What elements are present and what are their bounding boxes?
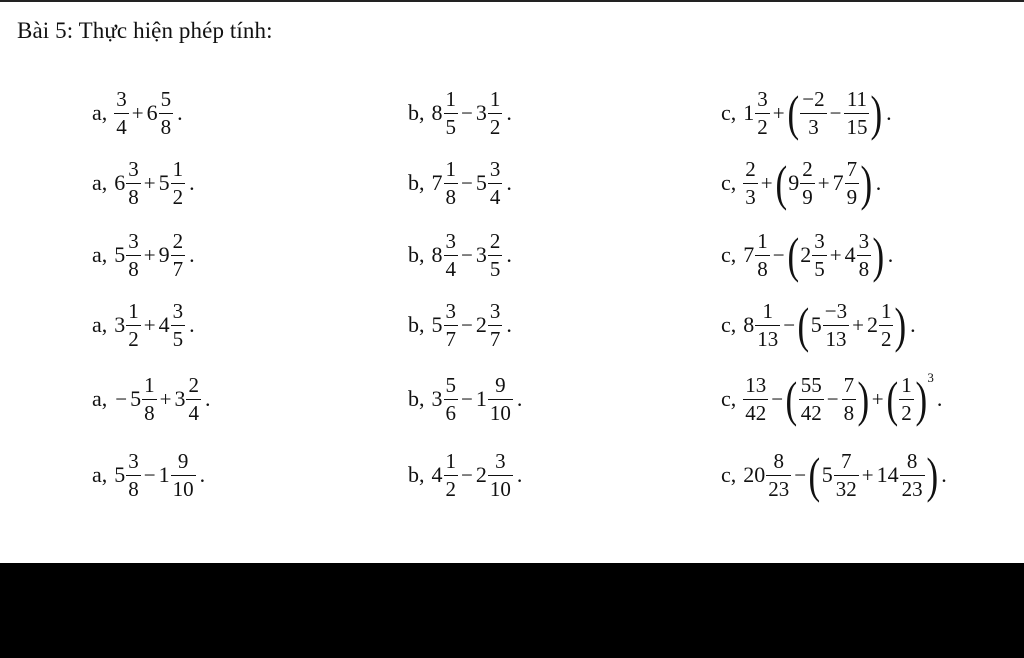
exercise-label: a, — [92, 312, 108, 337]
right-paren: ) — [915, 371, 927, 427]
numerator: 2 — [172, 228, 184, 253]
exercise-a — [92, 440, 205, 510]
fraction — [171, 156, 186, 209]
operator: − — [783, 312, 796, 337]
numerator: 3 — [814, 228, 825, 253]
period: . — [875, 170, 882, 195]
exercise-b — [408, 78, 512, 148]
denominator: 5 — [489, 256, 501, 281]
right-paren: ) — [872, 227, 885, 283]
denominator: 2 — [128, 326, 139, 351]
exercise-row — [0, 148, 1024, 218]
numerator: 3 — [445, 298, 456, 323]
left-paren: ( — [787, 85, 799, 141]
exercise-label: a, — [92, 462, 108, 487]
fraction — [899, 372, 914, 425]
operator: − — [115, 386, 128, 411]
whole-number: 9 — [788, 170, 800, 195]
denominator: 5 — [445, 114, 456, 139]
numerator: 1 — [172, 156, 184, 181]
top-border — [0, 0, 1024, 2]
denominator: 10 — [172, 476, 194, 501]
numerator: 3 — [858, 228, 870, 253]
numerator: 8 — [906, 448, 918, 473]
denominator: 15 — [846, 114, 868, 139]
exercise-c — [721, 220, 893, 290]
numerator: 2 — [188, 372, 199, 397]
whole-number: 6 — [146, 100, 158, 125]
denominator: 8 — [144, 400, 155, 425]
denominator: 3 — [800, 113, 826, 138]
exercise-c — [721, 440, 947, 510]
fraction — [444, 156, 459, 209]
exercise-label: c, — [721, 462, 737, 487]
denominator: 42 — [745, 400, 767, 425]
exercise-b — [408, 220, 512, 290]
numerator: 3 — [445, 228, 456, 253]
exercise-label: c, — [721, 242, 737, 267]
whole-number: 8 — [431, 242, 443, 267]
left-paren: ( — [808, 447, 821, 503]
denominator: 8 — [128, 256, 139, 281]
numerator: 2 — [802, 156, 813, 181]
whole-number: 7 — [743, 242, 755, 267]
denominator: 23 — [768, 476, 790, 501]
fraction — [842, 372, 857, 425]
whole-number: 1 — [743, 100, 755, 125]
exercise-label: b, — [408, 386, 425, 411]
operator: − — [772, 242, 785, 267]
fraction — [900, 448, 925, 501]
fraction — [488, 228, 503, 281]
fraction — [488, 86, 503, 139]
numerator: 9 — [495, 372, 506, 397]
exercise-a — [92, 364, 210, 434]
numerator: 7 — [841, 448, 852, 473]
denominator: 4 — [489, 184, 501, 209]
numerator: 55 — [800, 372, 822, 397]
right-paren: ) — [894, 297, 907, 353]
numerator: 1 — [445, 86, 456, 111]
denominator: 9 — [846, 184, 858, 209]
numerator: 3 — [128, 448, 139, 473]
numerator: 3 — [757, 86, 768, 111]
exercise-label: b, — [408, 170, 425, 195]
denominator: 9 — [802, 184, 813, 209]
denominator: 4 — [445, 256, 456, 281]
left-paren: ( — [886, 371, 898, 427]
numerator: 3 — [489, 298, 501, 323]
whole-number: 5 — [158, 170, 170, 195]
whole-number: 4 — [431, 462, 443, 487]
whole-number: 5 — [821, 462, 833, 487]
fraction — [444, 448, 459, 501]
fraction — [444, 298, 459, 351]
fraction — [799, 372, 824, 425]
fraction — [812, 228, 827, 281]
numerator: 1 — [128, 298, 139, 323]
period: . — [941, 462, 947, 487]
operator: + — [131, 100, 144, 125]
denominator: 2 — [489, 114, 501, 139]
fraction — [766, 448, 791, 501]
numerator: 1 — [445, 156, 456, 181]
exercise-label: b, — [408, 312, 425, 337]
right-paren: ) — [860, 155, 873, 211]
fraction — [159, 86, 174, 139]
numerator: 1 — [762, 298, 774, 323]
fraction — [488, 298, 503, 351]
fraction — [823, 298, 849, 351]
whole-number: 7 — [431, 170, 443, 195]
period: . — [506, 242, 512, 267]
exercise-row — [0, 364, 1024, 434]
whole-number: 3 — [475, 100, 487, 125]
period: . — [516, 462, 523, 487]
right-paren: ) — [870, 85, 883, 141]
denominator: 2 — [901, 400, 912, 425]
denominator: 32 — [835, 476, 857, 501]
numerator: 11 — [846, 86, 868, 111]
whole-number: 3 — [174, 386, 186, 411]
numerator: 3 — [489, 156, 501, 181]
numerator: 1 — [901, 372, 912, 397]
numerator: 13 — [745, 372, 767, 397]
exercise-a — [92, 78, 183, 148]
exercise-label: c, — [721, 100, 737, 125]
whole-number: 5 — [114, 462, 126, 487]
whole-number: 1 — [158, 462, 170, 487]
period: . — [189, 312, 195, 337]
numerator: 8 — [773, 448, 785, 473]
fraction — [879, 298, 894, 351]
exercise-label: b, — [408, 100, 425, 125]
fraction — [171, 448, 196, 501]
operator: − — [771, 386, 784, 411]
period: . — [199, 462, 206, 487]
numerator: 2 — [745, 156, 756, 181]
denominator: 8 — [128, 184, 139, 209]
denominator: 8 — [843, 400, 855, 425]
denominator: 42 — [800, 400, 822, 425]
whole-number: 5 — [114, 242, 126, 267]
denominator: 2 — [757, 114, 768, 139]
denominator: 13 — [823, 325, 849, 350]
exercise-label: c, — [721, 386, 737, 411]
fraction — [755, 228, 770, 281]
denominator: 6 — [445, 400, 456, 425]
whole-number: 5 — [475, 170, 487, 195]
denominator: 8 — [128, 476, 139, 501]
whole-number: 14 — [876, 462, 899, 487]
exponent: 3 — [927, 370, 934, 385]
whole-number: 4 — [844, 242, 856, 267]
whole-number: 2 — [475, 462, 487, 487]
fraction — [171, 298, 186, 351]
right-paren: ) — [926, 447, 938, 503]
denominator: 4 — [116, 114, 127, 139]
numerator: 2 — [489, 228, 501, 253]
operator: − — [794, 462, 807, 487]
denominator: 4 — [188, 400, 199, 425]
exercise-a — [92, 290, 195, 360]
fraction — [844, 86, 869, 139]
exercise-row — [0, 290, 1024, 360]
exercise-label: a, — [92, 170, 108, 195]
operator: − — [143, 462, 156, 487]
denominator: 10 — [489, 400, 511, 425]
period: . — [506, 312, 512, 337]
operator: + — [852, 312, 864, 337]
left-paren: ( — [787, 227, 799, 283]
operator: + — [143, 242, 156, 267]
denominator: 5 — [814, 256, 825, 281]
exercise-title: Bài 5: Thực hiện phép tính: — [17, 18, 273, 43]
fraction — [444, 228, 459, 281]
fraction — [488, 448, 513, 501]
denominator: 2 — [445, 476, 456, 501]
numerator: 3 — [495, 448, 506, 473]
operator: − — [461, 100, 473, 125]
whole-number: 2 — [475, 312, 487, 337]
exercise-row — [0, 78, 1024, 148]
operator: − — [461, 312, 473, 337]
numerator: −3 — [824, 298, 848, 323]
exercise-label: c, — [721, 170, 737, 195]
numerator: 9 — [177, 448, 189, 473]
exercise-c — [721, 290, 916, 360]
denominator: 7 — [172, 256, 184, 281]
whole-number: 4 — [158, 312, 170, 337]
operator: + — [829, 242, 842, 267]
exercise-a — [92, 148, 195, 218]
fraction — [171, 228, 186, 281]
left-paren: ( — [797, 297, 810, 353]
whole-number: 2 — [866, 312, 878, 337]
whole-number: 8 — [743, 312, 755, 337]
numerator: 1 — [445, 448, 456, 473]
fraction — [126, 298, 141, 351]
period: . — [189, 242, 195, 267]
period: . — [516, 386, 523, 411]
operator: + — [760, 170, 773, 195]
fraction — [800, 156, 815, 209]
numerator: 1 — [757, 228, 768, 253]
fraction — [444, 86, 459, 139]
operator: + — [861, 462, 874, 487]
period: . — [204, 386, 211, 411]
exercise-label: a, — [92, 242, 108, 267]
numerator: −2 — [802, 86, 825, 111]
operator: + — [143, 312, 156, 337]
denominator: 8 — [160, 114, 172, 139]
operator: − — [826, 386, 839, 411]
whole-number: 1 — [475, 386, 487, 411]
denominator: 8 — [445, 184, 456, 209]
whole-number: 7 — [832, 170, 844, 195]
period: . — [936, 386, 943, 411]
exercise-c — [721, 78, 892, 148]
denominator: 2 — [880, 326, 892, 351]
period: . — [177, 100, 183, 125]
denominator: 2 — [172, 184, 184, 209]
fraction — [444, 372, 459, 425]
whole-number: 2 — [800, 242, 812, 267]
fraction — [488, 156, 503, 209]
whole-number: 9 — [158, 242, 170, 267]
fraction — [845, 156, 860, 209]
right-paren: ) — [857, 371, 870, 427]
operator: + — [159, 386, 172, 411]
denominator: 5 — [172, 326, 184, 351]
exercise-b — [408, 148, 512, 218]
period: . — [189, 170, 195, 195]
fraction — [743, 372, 768, 425]
fraction — [743, 156, 758, 209]
operator: − — [461, 242, 473, 267]
period: . — [506, 170, 512, 195]
fraction — [126, 448, 141, 501]
denominator: 23 — [901, 476, 923, 501]
operator: + — [143, 170, 156, 195]
denominator: 7 — [445, 326, 456, 351]
exercise-row — [0, 440, 1024, 510]
fraction — [126, 228, 141, 281]
exercise-c — [721, 148, 881, 218]
numerator: 3 — [128, 228, 139, 253]
exercise-label: b, — [408, 462, 425, 487]
exercise-a — [92, 220, 195, 290]
fraction — [755, 298, 780, 351]
left-paren: ( — [775, 155, 787, 211]
denominator: 13 — [757, 326, 779, 351]
operator: + — [871, 386, 884, 411]
exercise-row — [0, 220, 1024, 290]
exercise-label: c, — [721, 312, 737, 337]
fraction — [755, 86, 770, 139]
exercise-label: a, — [92, 386, 108, 411]
numerator: 1 — [880, 298, 892, 323]
whole-number: 3 — [431, 386, 443, 411]
numerator: 3 — [116, 86, 127, 111]
denominator: 8 — [757, 256, 768, 281]
exercise-label: a, — [92, 100, 108, 125]
whole-number: 3 — [114, 312, 126, 337]
fraction — [800, 86, 826, 139]
numerator: 3 — [128, 156, 139, 181]
whole-number: 5 — [810, 312, 822, 337]
period: . — [910, 312, 916, 337]
operator: + — [817, 170, 830, 195]
denominator: 3 — [745, 184, 756, 209]
period: . — [506, 100, 512, 125]
period: . — [886, 100, 892, 125]
numerator: 7 — [843, 372, 855, 397]
fraction — [834, 448, 859, 501]
operator: + — [772, 100, 785, 125]
whole-number: 20 — [743, 462, 766, 487]
bottom-black-area — [0, 563, 1024, 658]
exercise-b — [408, 364, 522, 434]
exercise-b — [408, 290, 512, 360]
numerator: 7 — [846, 156, 858, 181]
operator: − — [461, 462, 473, 487]
denominator: 10 — [489, 476, 511, 501]
fraction — [857, 228, 872, 281]
whole-number: 5 — [431, 312, 443, 337]
operator: − — [461, 386, 473, 411]
operator: − — [461, 170, 473, 195]
fraction — [114, 86, 129, 139]
exercise-label: b, — [408, 242, 425, 267]
whole-number: 5 — [130, 386, 142, 411]
numerator: 1 — [144, 372, 155, 397]
numerator: 5 — [445, 372, 456, 397]
denominator: 8 — [858, 256, 870, 281]
operator: − — [829, 100, 842, 125]
denominator: 7 — [489, 326, 501, 351]
exercise-c — [721, 364, 942, 434]
whole-number: 8 — [431, 100, 443, 125]
numerator: 1 — [489, 86, 501, 111]
fraction — [186, 372, 201, 425]
period: . — [887, 242, 894, 267]
fraction — [488, 372, 513, 425]
fraction — [126, 156, 141, 209]
whole-number: 3 — [475, 242, 487, 267]
fraction — [142, 372, 157, 425]
left-paren: ( — [785, 371, 798, 427]
numerator: 5 — [160, 86, 172, 111]
whole-number: 6 — [114, 170, 126, 195]
numerator: 3 — [172, 298, 184, 323]
exercise-b — [408, 440, 522, 510]
